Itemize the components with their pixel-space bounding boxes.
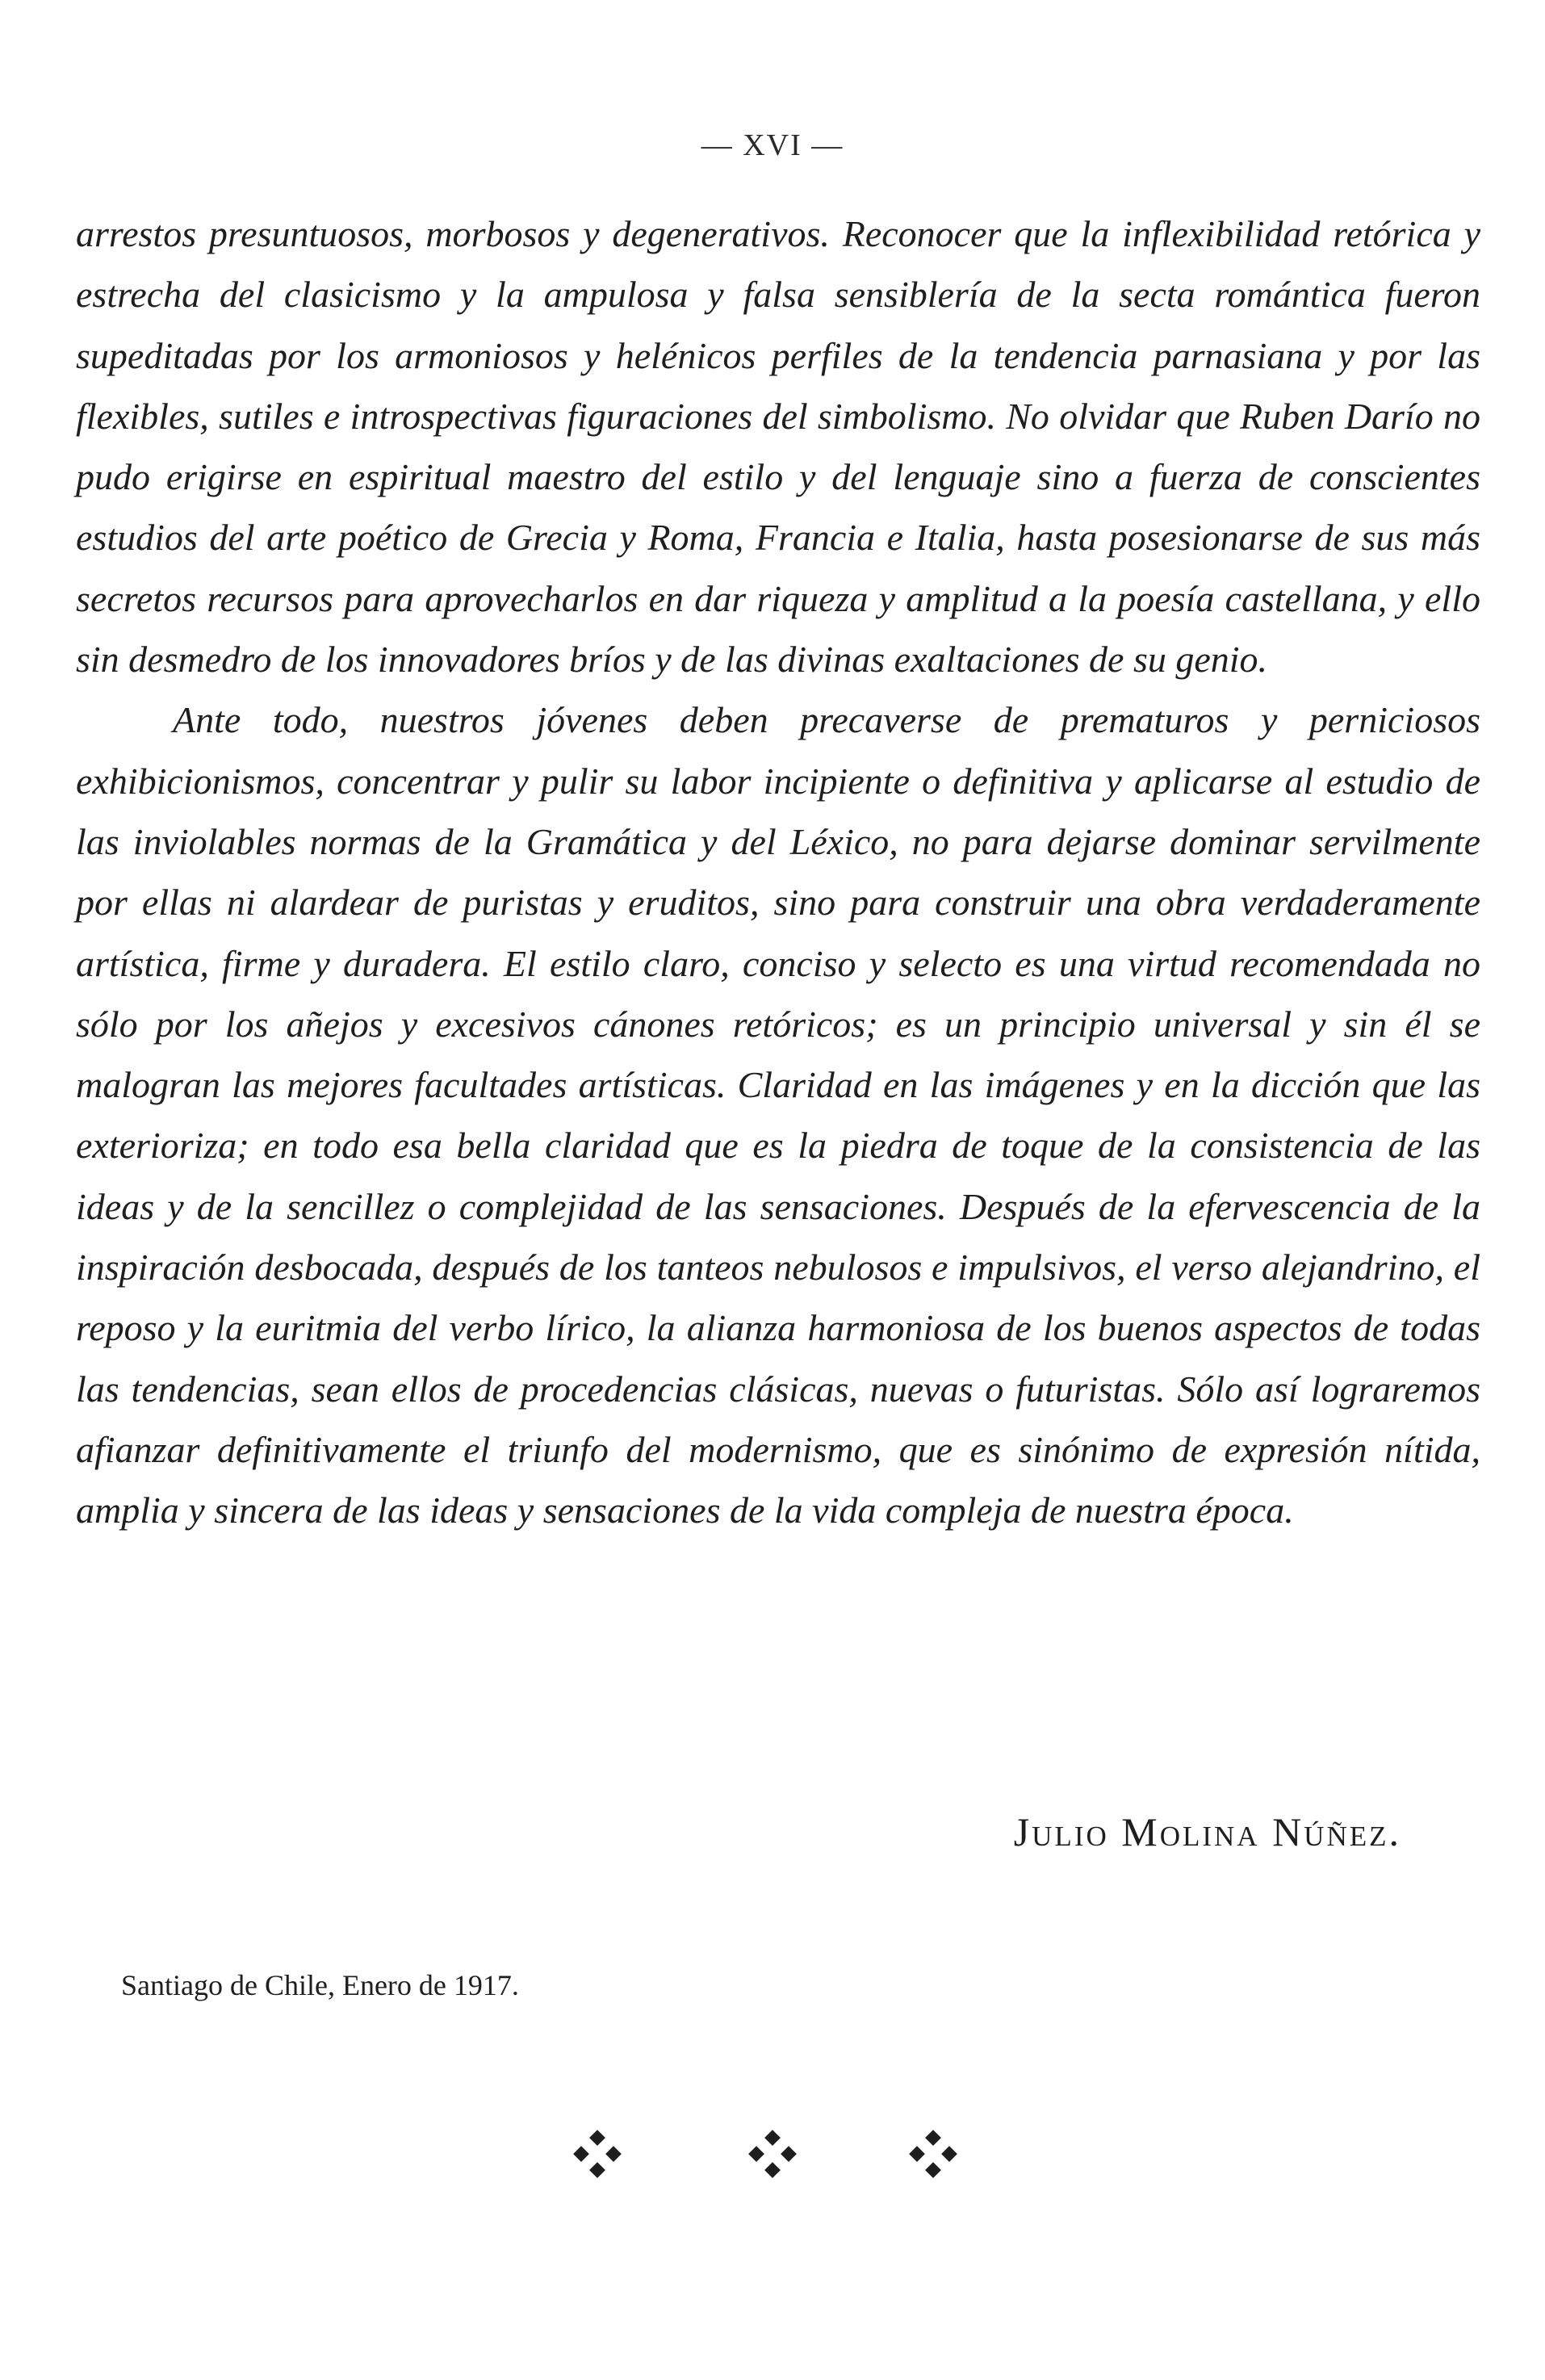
body-text: [76, 203, 1480, 1541]
paragraph-1: arrestos presuntuosos, morbosos y degenerativos. Reconocer que la inflexibilidad retórica y estrecha del clasicismo y la ampulosa y falsa sensiblería de la secta romántica fueron supeditadas por los armoniosos y helénicos perfiles de la tendencia parnasiana y por las flexibles, sutiles e introspectivas figuraciones del simbolismo. No olvidar que Ruben Darío no pudo erigirse en espiritual maestro del estilo y del lenguaje sino a fuerza de conscientes estudios del arte poético de Grecia y Roma, Francia e Italia, hasta posesionarse de sus más secretos recursos para aprovecharlos en dar riqueza y amplitud a la poesía castellana, y ello sin desmedro de los innovadores bríos y de las divinas exaltaciones de su genio.: [76, 213, 1480, 681]
paragraph-2: Ante todo, nuestros jóvenes deben precaverse de prematuros y perniciosos exhibicionismos, concentrar y pulir su labor incipiente o definitiva y aplicarse al estudio de las inviolables normas de la Gramática y del Léxico, no para dejarse dominar servilmente por ellas ni alardear de puristas y eruditos, sino para construir una obra verdaderamente artística, firme y duradera. El estilo claro, conciso y selecto es una virtud recomendada no sólo por los añejos y excesivos cánones retóricos; es un principio universal y sin él se malogran las mejores facultades artísticas. Claridad en las imágenes y en la dicción que las exterioriza; en todo esa bella claridad que es la piedra de toque de la consistencia de las ideas y de la sencillez o complejidad de las sensaciones. Después de la efervescencia de la inspiración desbocada, después de los tanteos nebulosos e impulsivos, el verso alejandrino, el reposo y la euritmia del verbo lírico, la alianza harmoniosa de los buenos aspectos de todas las tendencias, sean ellos de procedencias clásicas, nuevas o futuristas. Sólo así lograremos afianzar definitivamente el triunfo del modernismo, que es sinónimo de expresión nítida, amplia y sincera de las ideas y sensaciones de la vida compleja de nuestra época.: [76, 699, 1480, 1531]
diamond-fleuron-icon: [909, 2130, 957, 2178]
ornament-row: [0, 2130, 1545, 2194]
diamond-fleuron-icon: [573, 2130, 622, 2178]
diamond-fleuron-icon: [748, 2130, 797, 2178]
author-signature: Julio Molina Núñez.: [1013, 1809, 1401, 1854]
place-date-line: Santiago de Chile, Enero de 1917.: [121, 1969, 519, 2001]
page-number-header: — XVI —: [701, 128, 844, 162]
